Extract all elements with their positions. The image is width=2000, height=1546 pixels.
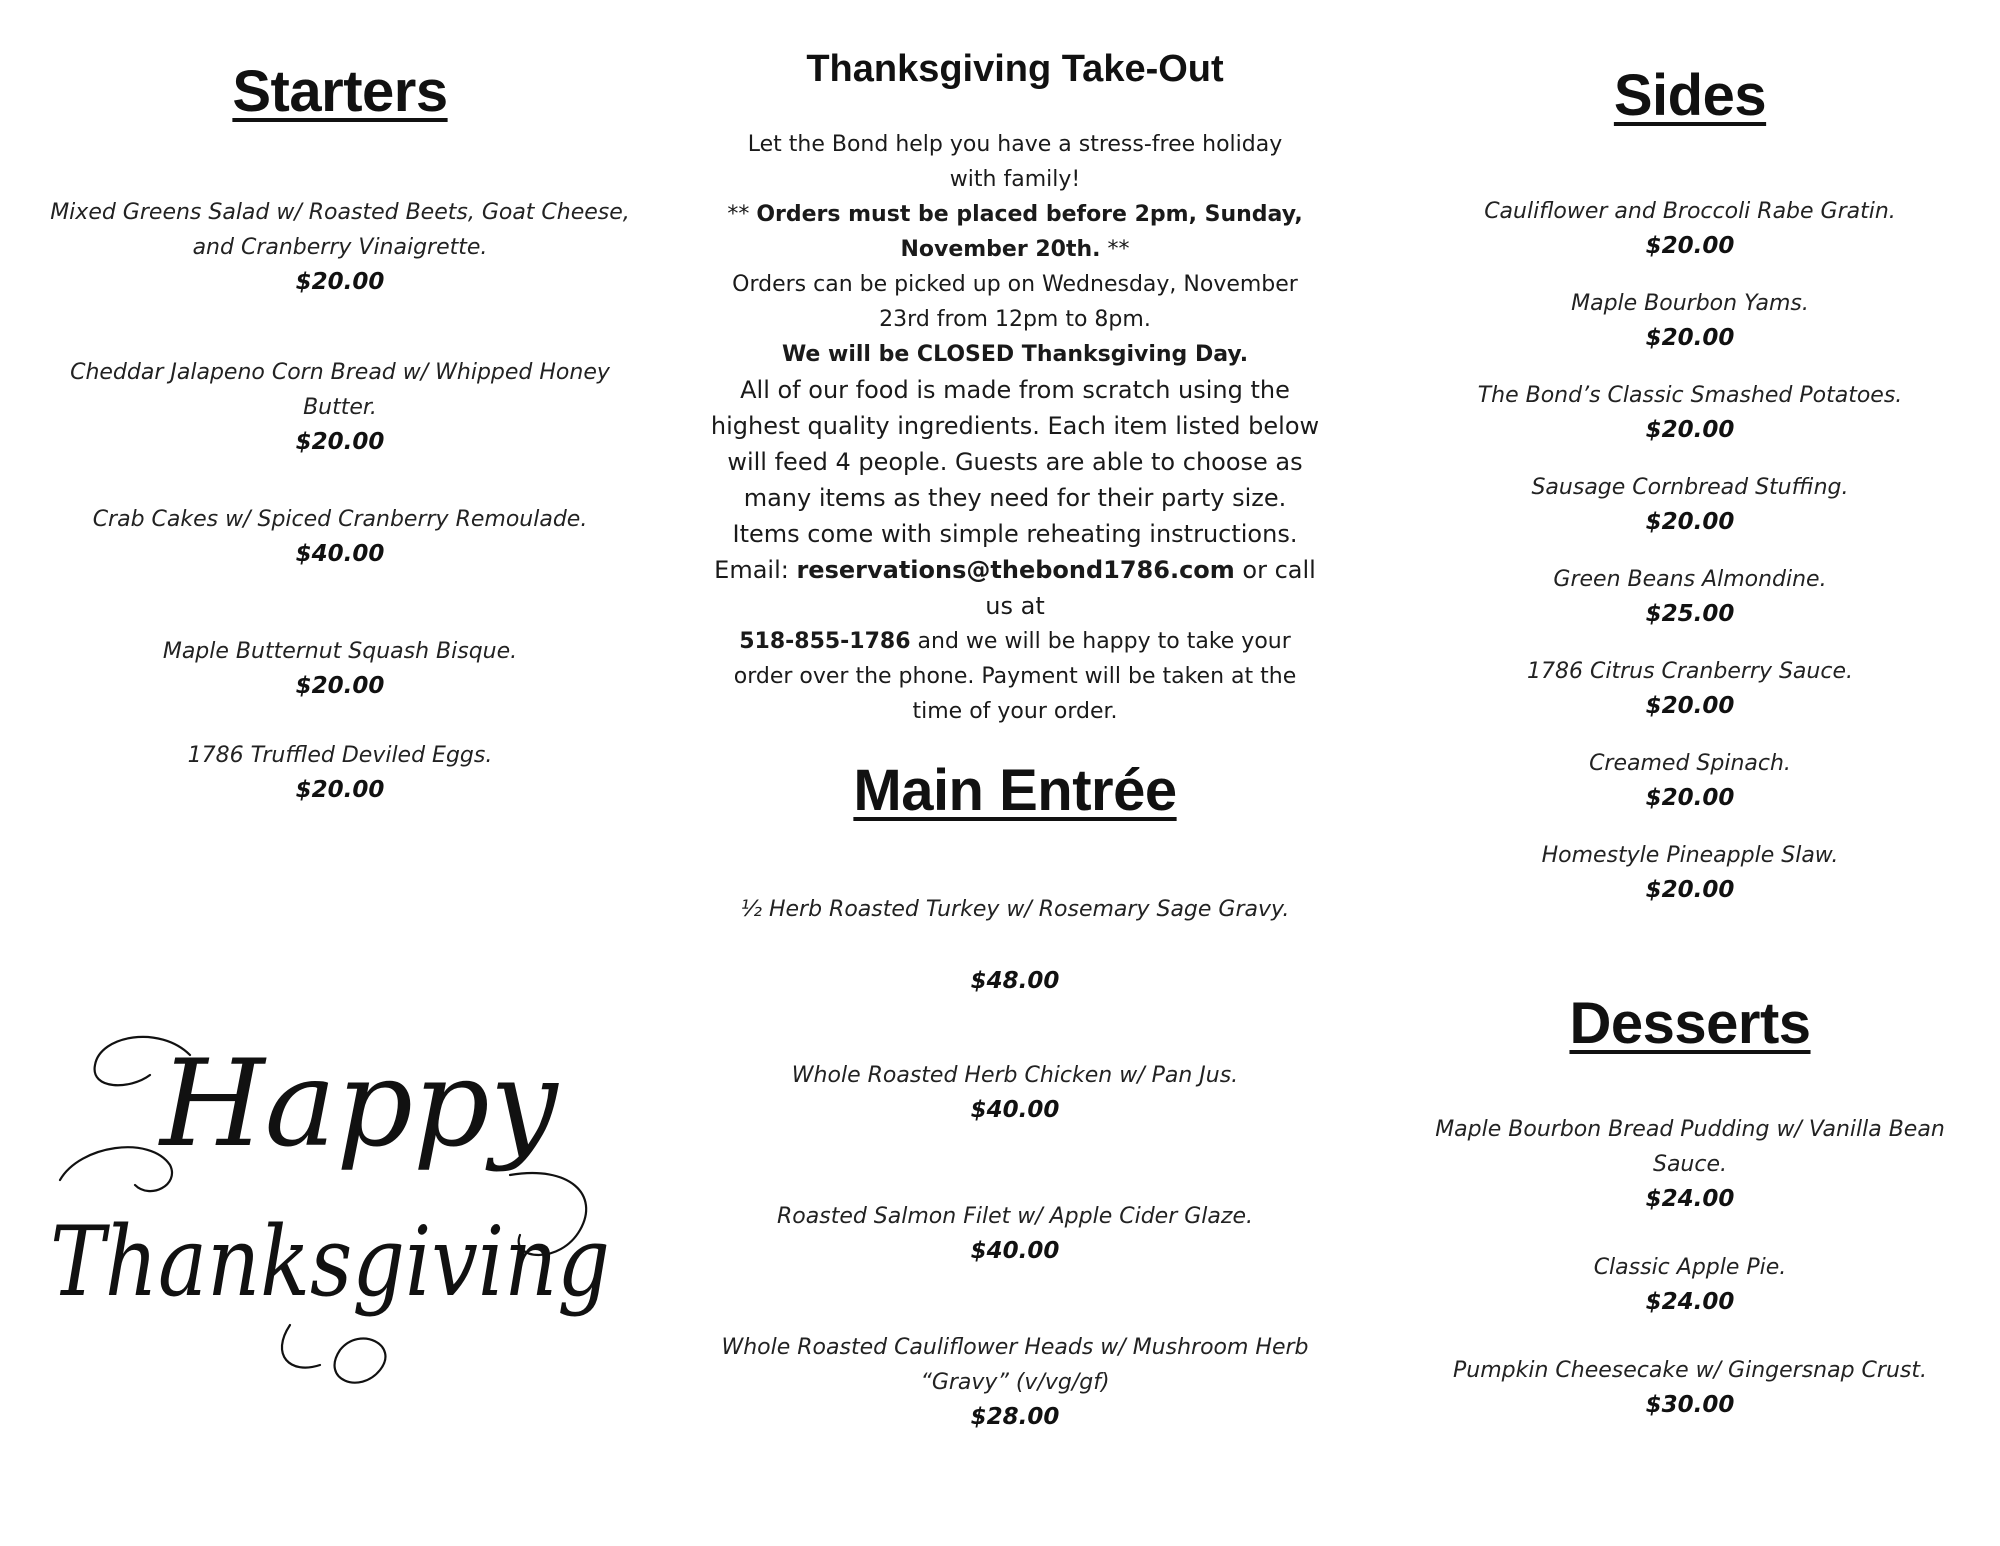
main-entree-heading: Main Entrée bbox=[853, 758, 1177, 823]
item-price: $20.00 bbox=[1645, 785, 1735, 811]
item-name: Sausage Cornbread Stuffing. bbox=[1531, 475, 1849, 500]
item-price: $20.00 bbox=[295, 673, 385, 699]
menu-item bbox=[20, 195, 660, 300]
item-name: Crab Cakes w/ Spiced Cranberry Remoulade. bbox=[92, 507, 588, 532]
menu-item bbox=[1410, 562, 1970, 632]
item-name: Green Beans Almondine. bbox=[1553, 567, 1827, 592]
item-name: Maple Bourbon Bread Pudding w/ Vanilla Bean Sauce. bbox=[1435, 1117, 1945, 1177]
menu-item bbox=[1410, 194, 1970, 264]
email-link[interactable]: reservations@thebond1786.com bbox=[796, 556, 1235, 584]
item-price: $20.00 bbox=[295, 777, 385, 803]
greeting-line1: Happy bbox=[160, 1035, 558, 1174]
menu-item bbox=[1410, 746, 1970, 816]
starters-heading: Starters bbox=[232, 59, 448, 124]
menu-item bbox=[1410, 838, 1970, 908]
item-price: $40.00 bbox=[970, 1238, 1060, 1264]
item-price: $24.00 bbox=[1645, 1289, 1735, 1315]
menu-item bbox=[700, 1199, 1330, 1269]
item-price: $20.00 bbox=[1645, 417, 1735, 443]
takeout-intro: Let the Bond help you have a stress-free holiday with family! ** Orders must be placed before 2pm, Sunday, November 20th. ** Orders can be picked up on Wednesday, November 23rd from 12pm to 8pm. We will be CLOSED Thanksgiving Day. All of our food is made from scratch using the highest quality ingredients. Each item listed below will feed 4 people. Guests are able to choose as many items as they need for their party size. Items come with simple reheating instructions. Email: reservations@thebond1786.com or call us at 518-855-1786 and we will be happy to take your order over the phone. Payment will be taken at the time of your order. bbox=[700, 127, 1330, 729]
item-name: Whole Roasted Herb Chicken w/ Pan Jus. bbox=[791, 1063, 1239, 1088]
flourish-swirl bbox=[282, 1325, 320, 1368]
item-name: The Bond’s Classic Smashed Potatoes. bbox=[1477, 383, 1903, 408]
item-price: $20.00 bbox=[1645, 877, 1735, 903]
item-name: Cauliflower and Broccoli Rabe Gratin. bbox=[1484, 199, 1896, 224]
item-price: $48.00 bbox=[970, 968, 1060, 994]
menu-item bbox=[1410, 654, 1970, 724]
item-name: 1786 Truffled Deviled Eggs. bbox=[187, 743, 493, 768]
item-name: Whole Roasted Cauliflower Heads w/ Mushroom Herb “Gravy” (v/vg/gf) bbox=[721, 1335, 1309, 1395]
item-price: $20.00 bbox=[295, 429, 385, 455]
menu-item bbox=[20, 502, 660, 572]
item-price: $20.00 bbox=[1645, 233, 1735, 259]
item-price: $40.00 bbox=[295, 541, 385, 567]
menu-item bbox=[20, 355, 660, 460]
menu-item bbox=[1410, 378, 1970, 448]
menu-item bbox=[1410, 470, 1970, 540]
happy-thanksgiving-script bbox=[40, 995, 640, 1415]
greeting-line2: Thanksgiving bbox=[50, 1206, 610, 1318]
menu-item bbox=[700, 1058, 1330, 1128]
menu-item bbox=[20, 634, 660, 704]
desserts-heading: Desserts bbox=[1569, 991, 1811, 1056]
flourish-swirl bbox=[60, 1147, 172, 1191]
menu-item bbox=[1410, 286, 1970, 356]
item-price: $40.00 bbox=[970, 1097, 1060, 1123]
menu-item bbox=[1410, 1353, 1970, 1423]
item-price: $20.00 bbox=[1645, 693, 1735, 719]
item-name: Cheddar Jalapeno Corn Bread w/ Whipped Honey Butter. bbox=[70, 360, 610, 420]
item-price: $30.00 bbox=[1645, 1392, 1735, 1418]
item-name: Mixed Greens Salad w/ Roasted Beets, Goat Cheese, and Cranberry Vinaigrette. bbox=[50, 200, 630, 260]
item-price: $28.00 bbox=[970, 1404, 1060, 1430]
menu-item bbox=[700, 1330, 1330, 1435]
item-name: Pumpkin Cheesecake w/ Gingersnap Crust. bbox=[1453, 1358, 1927, 1383]
item-price: $20.00 bbox=[295, 269, 385, 295]
item-price: $25.00 bbox=[1645, 601, 1735, 627]
item-price: $24.00 bbox=[1645, 1186, 1735, 1212]
item-name: Classic Apple Pie. bbox=[1593, 1255, 1787, 1280]
item-name: Maple Butternut Squash Bisque. bbox=[162, 639, 518, 664]
closed-notice: We will be CLOSED Thanksgiving Day. bbox=[781, 342, 1249, 367]
item-name: Homestyle Pineapple Slaw. bbox=[1541, 843, 1839, 868]
item-price: $20.00 bbox=[1645, 325, 1735, 351]
item-name: Creamed Spinach. bbox=[1589, 751, 1791, 776]
phone-link[interactable]: 518-855-1786 bbox=[739, 629, 911, 654]
menu-item bbox=[1410, 1250, 1970, 1320]
item-name: ½ Herb Roasted Turkey w/ Rosemary Sage Gravy. bbox=[740, 897, 1290, 922]
takeout-title: Thanksgiving Take-Out bbox=[806, 48, 1224, 90]
flourish-swirl bbox=[335, 1339, 386, 1383]
menu-item bbox=[700, 892, 1330, 999]
item-name: Maple Bourbon Yams. bbox=[1571, 291, 1809, 316]
item-price: $20.00 bbox=[1645, 509, 1735, 535]
item-name: Roasted Salmon Filet w/ Apple Cider Glaze. bbox=[777, 1204, 1253, 1229]
menu-item bbox=[1410, 1112, 1970, 1217]
item-name: 1786 Citrus Cranberry Sauce. bbox=[1527, 659, 1853, 684]
sides-heading: Sides bbox=[1613, 63, 1767, 128]
menu-item bbox=[20, 738, 660, 808]
